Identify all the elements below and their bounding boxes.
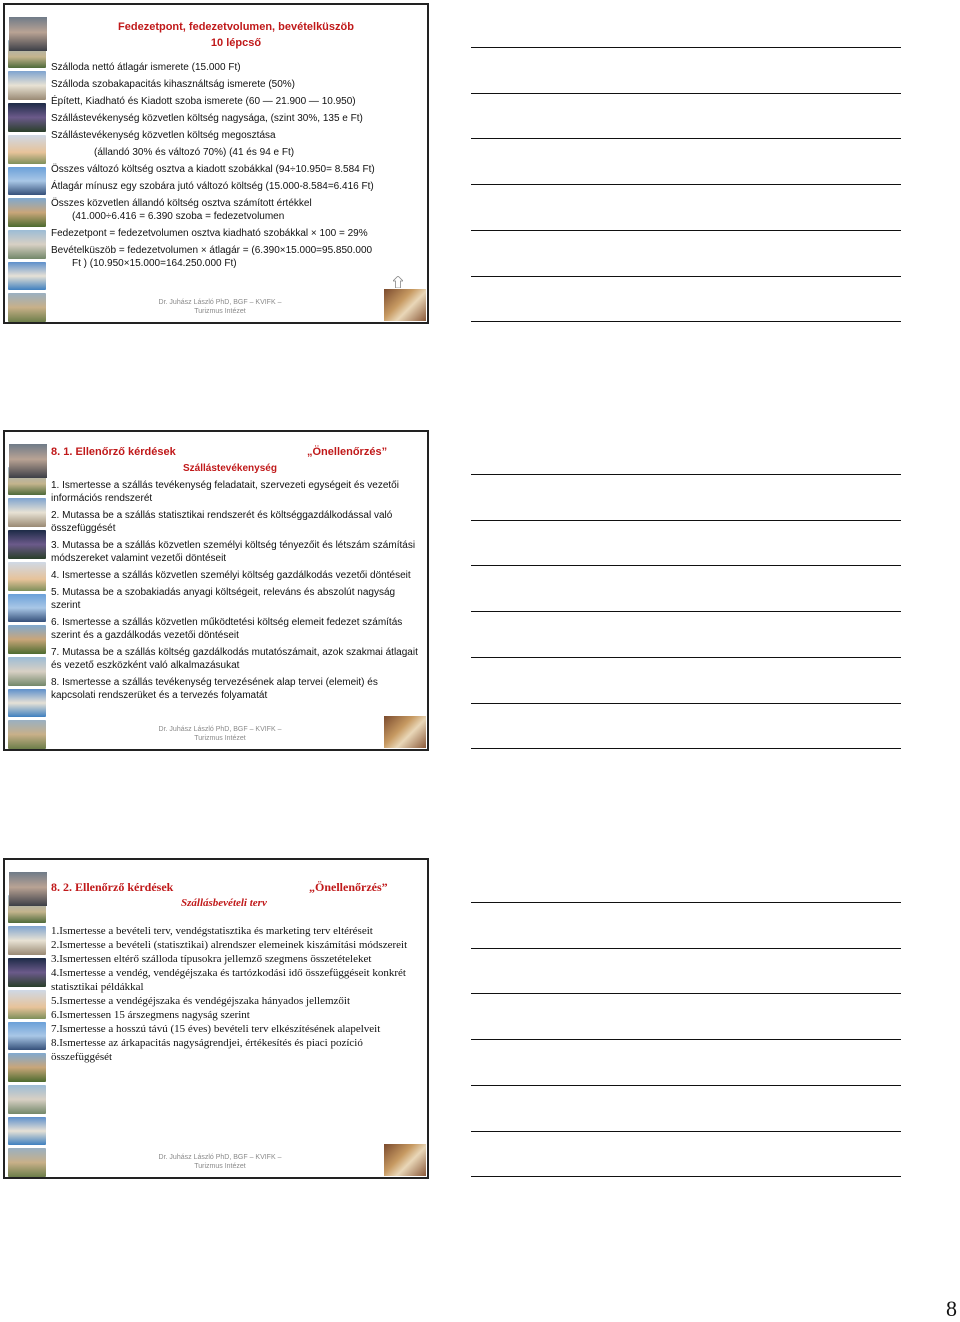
- hotel-photo: [8, 71, 46, 100]
- question-item: 7. Mutassa be a szállás költség gazdálkodás mutatószámait, azok szakmai átlagait és vezető eszközként való alkalmazásukat: [51, 647, 418, 671]
- note-line: [471, 1039, 901, 1040]
- text-line: Összes közvetlen állandó költség osztva számított értékkel: [51, 198, 312, 209]
- note-line: [471, 138, 901, 139]
- page-number: 8: [946, 1296, 957, 1321]
- note-line: [471, 520, 901, 521]
- note-line: [471, 748, 901, 749]
- hotel-photo: [8, 262, 46, 291]
- interior-thumbnail: [384, 1144, 426, 1176]
- photo-strip: [5, 5, 47, 322]
- footer-institute: Turizmus Intézet: [194, 1163, 246, 1170]
- slide-title-right: „Önellenőrzés”: [307, 446, 388, 458]
- text-line: Szálloda szobakapacitás kihasználtság ismerete (50%): [51, 79, 296, 90]
- hotel-photo: [8, 1085, 46, 1114]
- text-line: Épített, Kiadható és Kiadott szoba ismerete (60 — 21.900 — 10.950): [51, 96, 356, 107]
- question-item: 5. Mutassa be a szobakiadás anyagi költségeit, releváns és abszolút nagyság szerint: [51, 587, 396, 611]
- note-line: [471, 47, 901, 48]
- photo-strip: [5, 860, 47, 1177]
- hotel-photo: [8, 293, 46, 322]
- text-line: Szálloda nettó átlagár ismerete (15.000 Ft): [51, 62, 241, 73]
- note-line: [471, 1085, 901, 1086]
- interior-thumbnail: [384, 289, 426, 321]
- text-line: Összes változó költség osztva a kiadott szobákkal (94÷10.950= 8.584 Ft): [51, 164, 375, 175]
- hotel-photo: [8, 926, 46, 955]
- hotel-photo: [8, 1053, 46, 1082]
- text-line: (41.000÷6.416 = 6.390 szoba = fedezetvolumen: [72, 211, 285, 222]
- hotel-photo: [8, 594, 46, 623]
- text-line: Fedezetpont = fedezetvolumen osztva kiadható szobákkal × 100 = 29%: [51, 228, 368, 239]
- question-item: 7.Ismertesse a hosszú távú (15 éves) bevételi terv elkészítésének alapelveit: [51, 1023, 381, 1035]
- author-portrait: [9, 17, 47, 51]
- question-item: 5.Ismertesse a vendégéjszaka és vendégéjszaka hányados jellemzőit: [51, 995, 351, 1007]
- slide-ellenorzo-kerdesek-2: [3, 858, 429, 1179]
- text-line: Szállástevékenység közvetlen költség nagysága, (szint 30%, 135 e Ft): [51, 113, 363, 124]
- hotel-photo: [8, 103, 46, 132]
- footer-author: Dr. Juhász László PhD, BGF – KVIFK –: [158, 1154, 282, 1161]
- slide-subtitle: Szállástevékenység: [183, 463, 277, 474]
- footer: [125, 1153, 315, 1171]
- hotel-photo: [8, 167, 46, 196]
- text-line: Szállástevékenység közvetlen költség megosztása: [51, 130, 276, 141]
- note-line: [471, 611, 901, 612]
- hotel-photo: [8, 198, 46, 227]
- question-item: 3.Ismertessen eltérő szálloda típusokra jellemző szegmens összetételeket: [51, 953, 372, 965]
- question-item: 4.Ismertesse a vendég, vendégéjszaka és tartózkodási idő összefüggéseit konkrét statisztikai példákkal: [51, 967, 406, 993]
- hotel-photo: [8, 135, 46, 164]
- note-line: [471, 230, 901, 231]
- hotel-photo: [8, 1148, 46, 1177]
- question-item: 1. Ismertesse a szállás tevékenység feladatait, szervezeti egységeit és vezetői információs rendszerét: [51, 480, 399, 504]
- hotel-photo: [8, 657, 46, 686]
- hotel-photo: [8, 689, 46, 718]
- slide-title: Fedezetpont, fedezetvolumen, bevételküszöb: [118, 21, 354, 33]
- text-line: (állandó 30% és változó 70%) (41 és 94 e Ft): [94, 147, 295, 158]
- hotel-photo: [8, 625, 46, 654]
- question-item: 2.Ismertesse a bevételi (statisztikai) alrendszer elemeinek kiszámítási módszereit: [51, 939, 408, 951]
- note-line: [471, 93, 901, 94]
- footer-author: Dr. Juhász László PhD, BGF – KVIFK –: [158, 299, 282, 306]
- hotel-photo: [8, 498, 46, 527]
- slide-title: 8. 1. Ellenőrző kérdések: [51, 446, 176, 458]
- question-item: 2. Mutassa be a szállás statisztikai rendszerét és költséggazdálkodással való összefüggését: [51, 510, 393, 534]
- note-line: [471, 1131, 901, 1132]
- question-item: 1.Ismertesse a bevételi terv, vendégstatisztika és marketing terv eltéréseit: [51, 925, 373, 937]
- note-line: [471, 474, 901, 475]
- note-line: [471, 902, 901, 903]
- slide-subtitle: Szállásbevételi terv: [181, 897, 267, 909]
- footer-institute: Turizmus Intézet: [194, 308, 246, 315]
- hotel-photo: [8, 230, 46, 259]
- hotel-photo: [8, 1022, 46, 1051]
- text-line: Bevételküszöb = fedezetvolumen × átlagár = (6.390×15.000=95.850.000: [51, 245, 373, 256]
- question-item: 8. Ismertesse a szállás tevékenység tervezésének alap tervei (elemeit) és kapcsolati rendszerüket és a tervezés folyamatát: [51, 677, 378, 701]
- hotel-photo: [8, 958, 46, 987]
- hotel-photo: [8, 720, 46, 749]
- question-item: 8.Ismertesse az árkapacitás nagyságrendjei, értékesítés és piaci pozíció összefüggését: [51, 1037, 363, 1063]
- note-line: [471, 703, 901, 704]
- question-item: 4. Ismertesse a szállás közvetlen személyi költség gazdálkodás vezetői döntéseit: [51, 570, 411, 581]
- note-line: [471, 1176, 901, 1177]
- hotel-photo: [8, 1117, 46, 1146]
- note-line: [471, 321, 901, 322]
- photo-strip: [5, 432, 47, 749]
- note-line: [471, 184, 901, 185]
- text-line: Átlagár mínusz egy szobára jutó változó költség (15.000-8.584=6.416 Ft): [51, 181, 374, 192]
- hotel-photo: [8, 990, 46, 1019]
- question-item: 3. Mutassa be a szállás közvetlen személyi költség tényezőit és létszám számítási módszereket valamint vezetői döntéseit: [51, 540, 416, 564]
- slide-subtitle: 10 lépcső: [210, 37, 262, 49]
- slide-title-right: „Önellenőrzés”: [309, 880, 388, 894]
- note-line: [471, 276, 901, 277]
- note-line: [471, 948, 901, 949]
- footer-author: Dr. Juhász László PhD, BGF – KVIFK –: [158, 726, 282, 733]
- interior-thumbnail: [384, 716, 426, 748]
- footer: [125, 298, 315, 316]
- footer-institute: Turizmus Intézet: [194, 735, 246, 742]
- slide-fedezetpont: [3, 3, 429, 324]
- question-item: 6. Ismertesse a szállás közvetlen működtetési költség elemeit fedezet számítás szerint és a gazdálkodás vezetői döntéseit: [51, 617, 403, 641]
- note-line: [471, 993, 901, 994]
- note-line: [471, 657, 901, 658]
- hotel-photo: [8, 562, 46, 591]
- slide-ellenorzo-kerdesek-1: [3, 430, 429, 751]
- question-item: 6.Ismertessen 15 árszegmens nagyság szerint: [51, 1009, 250, 1021]
- slide-title: 8. 2. Ellenőrző kérdések: [51, 880, 174, 894]
- note-line: [471, 565, 901, 566]
- author-portrait: [9, 872, 47, 906]
- home-icon[interactable]: [393, 276, 403, 288]
- author-portrait: [9, 444, 47, 478]
- footer: [125, 725, 315, 743]
- hotel-photo: [8, 530, 46, 559]
- text-line: Ft ) (10.950×15.000=164.250.000 Ft): [72, 258, 237, 269]
